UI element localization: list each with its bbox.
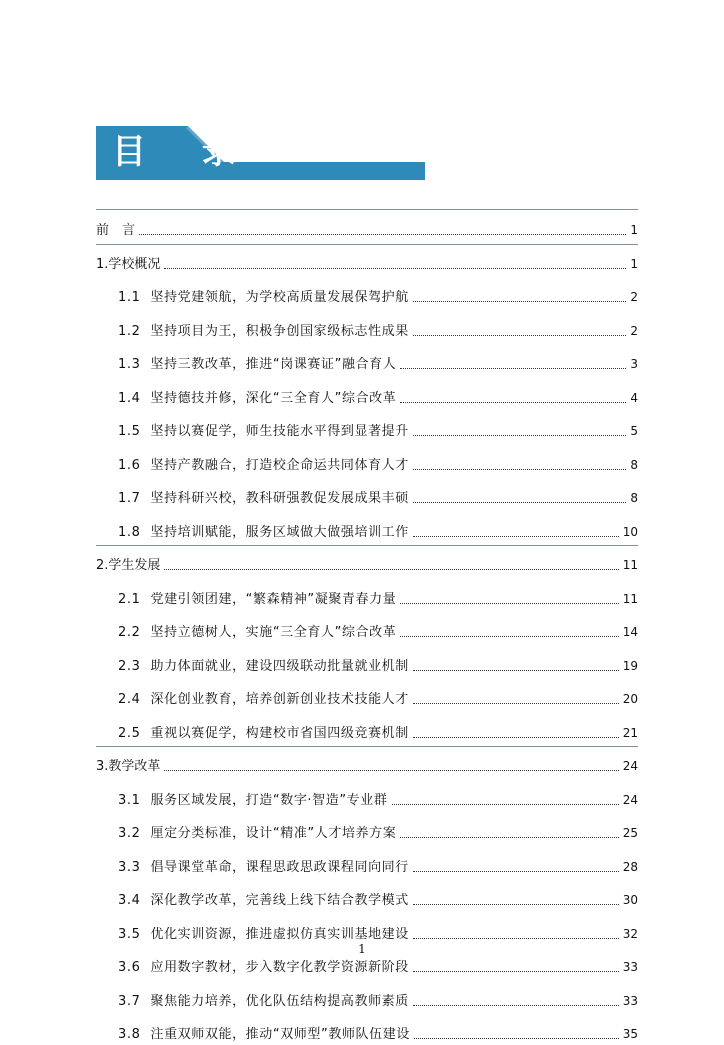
toc-entry-text: 重视以赛促学，构建校市省国四级竞赛机制 — [150, 725, 409, 741]
page-number: 1 — [358, 942, 366, 956]
toc-entry-label — [118, 824, 396, 844]
page-title: 目 录 — [112, 132, 258, 172]
dot-leader — [400, 367, 626, 369]
toc-entry[interactable] — [118, 689, 638, 709]
toc-page-number: 11 — [622, 558, 638, 572]
toc-page-number: 32 — [622, 926, 638, 941]
toc-entry-text: 深化创业教育，培养创新创业技术技能人才 — [150, 692, 409, 707]
toc-entry[interactable] — [118, 455, 638, 475]
dot-leader — [400, 635, 618, 637]
toc-entry-number: 1.7 — [118, 491, 141, 506]
toc-entry-label — [118, 724, 409, 744]
toc-entry-text: 坚持培训赋能，服务区域做大做强培训工作 — [150, 524, 409, 540]
toc-entry-label — [118, 456, 409, 476]
toc-page-number: 21 — [622, 725, 638, 740]
toc-page-number: 5 — [630, 424, 638, 438]
toc-page-number: 11 — [622, 591, 638, 606]
toc-entry-label — [96, 757, 160, 777]
toc-entry-number: 1.1 — [118, 290, 141, 305]
toc-entry-text: 倡导课堂革命，课程思政思政课程同向同行 — [150, 859, 409, 875]
dot-leader — [400, 602, 618, 604]
toc-page-number: 25 — [622, 826, 638, 840]
toc-entry[interactable] — [118, 589, 638, 609]
section-divider — [96, 746, 638, 747]
toc-entry[interactable] — [118, 823, 638, 843]
toc-entry-label — [96, 221, 135, 241]
toc-entry-number: 3.4 — [118, 893, 141, 908]
toc-entry-text: 坚持项目为王，积极争创国家级标志性成果 — [150, 323, 409, 339]
toc-entry[interactable] — [118, 924, 638, 944]
toc-chapter[interactable] — [96, 555, 638, 575]
toc-page-number: 3 — [630, 357, 638, 371]
dot-leader — [413, 903, 619, 905]
toc-entry-label — [118, 958, 409, 978]
toc-entry[interactable] — [118, 421, 638, 441]
toc-entry-number: 2.1 — [118, 591, 141, 607]
dot-leader — [413, 434, 626, 436]
toc-entry[interactable] — [118, 622, 638, 642]
dot-leader — [413, 501, 626, 503]
toc-page-number: 1 — [630, 223, 638, 237]
dot-leader — [414, 1037, 619, 1039]
toc-entry-label — [118, 422, 409, 442]
toc-entry[interactable] — [118, 790, 638, 810]
toc-entry-number: 3.3 — [118, 859, 141, 875]
toc-entry[interactable] — [118, 522, 638, 542]
toc-entry-text: 助力体面就业，建设四级联动批量就业机制 — [150, 658, 409, 674]
toc-entry[interactable] — [118, 354, 638, 374]
toc-entry-number: 2.5 — [118, 725, 141, 741]
toc-entry-text: 坚持党建领航，为学校高质量发展保驾护航 — [150, 290, 409, 305]
toc-page-number: 35 — [622, 1027, 638, 1041]
toc-entry[interactable] — [118, 1024, 638, 1044]
toc-page-number: 2 — [630, 290, 638, 304]
toc-entry[interactable] — [118, 656, 638, 676]
toc-entry-label — [118, 590, 396, 610]
toc-entry-label — [118, 992, 409, 1012]
toc-entry-text: 坚持科研兴校，教科研强教促发展成果丰硕 — [150, 491, 409, 506]
toc-entry[interactable] — [118, 890, 638, 910]
toc-chapter[interactable] — [96, 756, 638, 776]
dot-leader — [413, 535, 619, 537]
toc-entry-number: 3.7 — [118, 993, 141, 1009]
toc-entry-number: 3.6 — [118, 960, 141, 975]
toc-chapter[interactable] — [96, 220, 638, 240]
dot-leader — [413, 300, 626, 302]
dot-leader — [413, 970, 619, 972]
toc-page-number: 33 — [622, 960, 638, 974]
toc-entry-label — [118, 623, 396, 643]
toc-entry-text: 应用数字教材，步入数字化教学资源新阶段 — [150, 960, 409, 975]
toc-entry-text: 3.教学改革 — [96, 759, 161, 774]
dot-leader — [164, 568, 618, 570]
dot-leader — [400, 401, 626, 403]
toc-page-number: 2 — [630, 323, 638, 338]
toc-entry-text: 服务区域发展，打造“数字·智造”专业群 — [150, 792, 388, 808]
toc-entry-text: 坚持三教改革，推进“岗课赛证”融合育人 — [150, 357, 397, 372]
toc-entry-text: 聚焦能力培养，优化队伍结构提高教师素质 — [150, 993, 409, 1009]
toc-page-number: 24 — [622, 759, 638, 773]
toc-entry-text: 深化教学改革，完善线上线下结合教学模式 — [150, 893, 409, 908]
toc-entry-label — [118, 523, 409, 543]
toc-page-number: 8 — [630, 457, 638, 472]
toc-entry-text: 注重双师双能，推动“双师型”教师队伍建设 — [150, 1027, 410, 1042]
toc-entry-label — [118, 389, 396, 409]
toc-page-number: 14 — [622, 625, 638, 639]
toc-entry[interactable] — [118, 957, 638, 977]
toc-chapter[interactable] — [96, 254, 638, 274]
toc-entry-number: 1.2 — [118, 323, 141, 339]
toc-page-number: 4 — [630, 390, 638, 405]
toc-entry[interactable] — [118, 723, 638, 743]
dot-leader — [400, 836, 618, 838]
toc-entry-text: 坚持产教融合，打造校企命运共同体育人才 — [150, 457, 409, 473]
toc-entry-number: 1.5 — [118, 424, 141, 439]
toc-entry-label — [118, 858, 409, 878]
dot-leader — [413, 468, 626, 470]
toc-entry-label — [118, 1025, 410, 1045]
toc-page-number: 28 — [622, 859, 638, 874]
toc-entry-label — [96, 556, 160, 576]
toc-entry-label — [118, 489, 409, 509]
toc-entry-text: 坚持以赛促学，师生技能水平得到显著提升 — [150, 424, 409, 439]
toc-page-number: 24 — [622, 792, 638, 807]
toc-entry-number: 3.8 — [118, 1027, 141, 1042]
toc-entry[interactable] — [118, 321, 638, 341]
section-divider — [96, 545, 638, 546]
dot-leader — [413, 870, 619, 872]
toc-entry-number: 1.4 — [118, 390, 141, 406]
toc-top-rule — [96, 209, 638, 210]
toc-entry[interactable] — [118, 287, 638, 307]
toc-entry-label — [118, 657, 409, 677]
toc-entry-number: 3.2 — [118, 826, 141, 841]
toc-entry[interactable] — [118, 991, 638, 1011]
toc-entry-number: 1.6 — [118, 457, 141, 473]
dot-leader — [413, 1004, 619, 1006]
toc-entry[interactable] — [118, 388, 638, 408]
toc-entry-text: 1.学校概况 — [96, 256, 161, 272]
toc-page-number: 1 — [630, 256, 638, 271]
toc-entry[interactable] — [118, 488, 638, 508]
dot-leader — [413, 334, 626, 336]
toc-entry-label — [96, 255, 160, 275]
toc-entry-label — [118, 690, 409, 710]
toc-entry-label — [118, 288, 409, 308]
toc-page-number: 10 — [622, 524, 638, 539]
toc-entry-label — [118, 791, 388, 811]
toc-page-number: 19 — [622, 658, 638, 673]
dot-leader — [413, 669, 619, 671]
toc-entry-number: 2.3 — [118, 658, 141, 674]
toc-entry-number: 2.2 — [118, 625, 141, 640]
toc-entry-label — [118, 355, 396, 375]
toc-page-number: 30 — [622, 893, 638, 907]
toc-entry-label — [118, 891, 409, 911]
toc-entry-number: 1.3 — [118, 357, 141, 372]
toc-entry-text: 党建引领团建，“繁森精神”凝聚青春力量 — [150, 591, 397, 607]
dot-leader — [139, 233, 626, 235]
toc-page-number: 8 — [630, 491, 638, 505]
toc-entry-number: 3.1 — [118, 792, 141, 808]
dot-leader — [413, 937, 619, 939]
dot-leader — [413, 702, 619, 704]
toc-entry-text: 2.学生发展 — [96, 558, 161, 573]
dot-leader — [164, 769, 618, 771]
section-divider — [96, 244, 638, 245]
toc-entry-text: 厘定分类标准，设计“精准”人才培养方案 — [150, 826, 397, 841]
toc-entry-text: 坚持立德树人，实施“三全育人”综合改革 — [150, 625, 397, 640]
dot-leader — [164, 267, 626, 269]
toc-entry-number: 3.5 — [118, 926, 141, 942]
toc-entry[interactable] — [118, 857, 638, 877]
toc-entry-text: 坚持德技并修，深化“三全育人”综合改革 — [150, 390, 397, 406]
toc-entry-label — [118, 322, 409, 342]
toc-page-number: 33 — [622, 993, 638, 1008]
toc-page-number: 20 — [622, 692, 638, 706]
toc-entry-number: 2.4 — [118, 692, 141, 707]
dot-leader — [413, 736, 619, 738]
toc-entry-number: 1.8 — [118, 524, 141, 540]
dot-leader — [392, 803, 619, 805]
toc-entry-text: 前 言 — [96, 223, 136, 238]
toc-entry-text: 优化实训资源，推进虚拟仿真实训基地建设 — [150, 926, 409, 942]
